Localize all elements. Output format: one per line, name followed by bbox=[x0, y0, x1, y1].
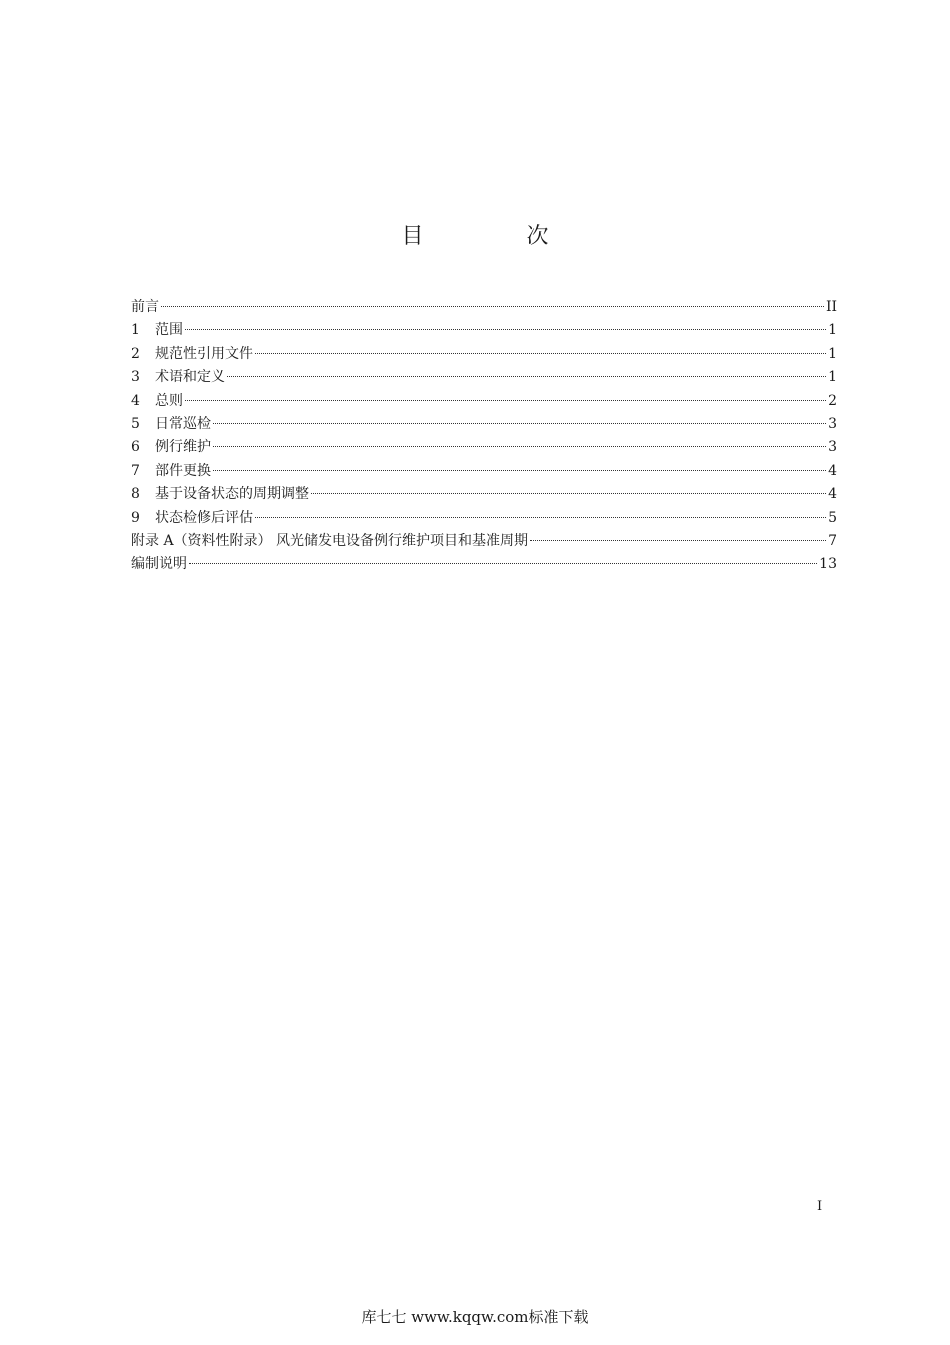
toc-entry-general[interactable] bbox=[131, 390, 837, 413]
toc-entry-terms-definitions[interactable] bbox=[131, 366, 837, 389]
toc-entry-label: 状态检修后评估 bbox=[155, 509, 253, 526]
toc-entry-compilation-notes[interactable] bbox=[131, 553, 837, 576]
toc-entry-page: 1 bbox=[828, 345, 837, 362]
toc-dot-leader bbox=[185, 329, 826, 330]
toc-dot-leader bbox=[227, 376, 826, 377]
toc-entry-normative-references[interactable] bbox=[131, 343, 837, 366]
toc-entry-condition-based-cycle[interactable] bbox=[131, 483, 837, 506]
toc-entry-label: 范围 bbox=[155, 322, 183, 339]
toc-entry-label: 附录 A（资料性附录） 风光储发电设备例行维护项目和基准周期 bbox=[131, 532, 529, 549]
toc-entry-page: 3 bbox=[828, 415, 837, 432]
toc-entry-page: 4 bbox=[828, 462, 837, 479]
toc-dot-leader bbox=[161, 306, 824, 307]
toc-entry-page: 3 bbox=[828, 439, 837, 456]
toc-entry-number: 4 bbox=[131, 392, 140, 409]
toc-dot-leader bbox=[530, 540, 826, 541]
toc-entry-number: 7 bbox=[131, 462, 140, 479]
toc-dot-leader bbox=[213, 470, 826, 471]
toc-entry-page: 13 bbox=[819, 556, 837, 573]
toc-entry-daily-inspection[interactable] bbox=[131, 413, 837, 436]
toc-entry-page: 1 bbox=[828, 322, 837, 339]
toc-dot-leader bbox=[255, 517, 826, 518]
toc-entry-component-replacement[interactable] bbox=[131, 460, 837, 483]
toc-entry-label: 部件更换 bbox=[155, 462, 211, 479]
toc-entry-number: 1 bbox=[131, 322, 140, 339]
toc-entry-number: 8 bbox=[131, 486, 140, 503]
toc-entry-number: 6 bbox=[131, 439, 140, 456]
footer-watermark: 库七七 www.kqqw.com标准下载 bbox=[361, 1308, 589, 1326]
toc-dot-leader bbox=[213, 423, 826, 424]
toc-entry-label: 规范性引用文件 bbox=[155, 345, 253, 362]
page-number: I bbox=[817, 1199, 823, 1214]
toc-entry-scope[interactable] bbox=[131, 319, 837, 342]
toc-entry-label: 基于设备状态的周期调整 bbox=[155, 486, 309, 503]
toc-entry-label: 术语和定义 bbox=[155, 369, 225, 386]
table-of-contents bbox=[131, 296, 837, 577]
toc-entry-appendix-a[interactable] bbox=[131, 530, 837, 553]
toc-entry-label: 编制说明 bbox=[131, 556, 187, 573]
toc-dot-leader bbox=[185, 400, 826, 401]
toc-entry-page: 1 bbox=[828, 369, 837, 386]
toc-entry-routine-maintenance[interactable] bbox=[131, 436, 837, 459]
toc-entry-page: 4 bbox=[828, 486, 837, 503]
toc-entry-post-maintenance-evaluation[interactable] bbox=[131, 507, 837, 530]
toc-entry-label: 日常巡检 bbox=[155, 415, 211, 432]
toc-entry-page: 2 bbox=[828, 392, 837, 409]
toc-entry-label: 前言 bbox=[131, 299, 159, 315]
toc-title: 目 次 bbox=[401, 224, 597, 249]
toc-entry-page: 7 bbox=[828, 532, 837, 549]
toc-dot-leader bbox=[311, 493, 826, 494]
toc-dot-leader bbox=[255, 353, 826, 354]
toc-entry-number: 2 bbox=[131, 345, 140, 362]
toc-entry-label: 总则 bbox=[155, 392, 183, 409]
toc-entry-page: II bbox=[825, 299, 837, 315]
toc-entry-number: 9 bbox=[131, 509, 140, 526]
toc-entry-label: 例行维护 bbox=[155, 439, 211, 456]
toc-entry-preface[interactable] bbox=[131, 296, 837, 319]
toc-dot-leader bbox=[213, 446, 826, 447]
toc-entry-page: 5 bbox=[828, 509, 837, 526]
toc-entry-number: 5 bbox=[131, 415, 140, 432]
toc-entry-number: 3 bbox=[131, 369, 140, 386]
toc-dot-leader bbox=[189, 563, 817, 564]
